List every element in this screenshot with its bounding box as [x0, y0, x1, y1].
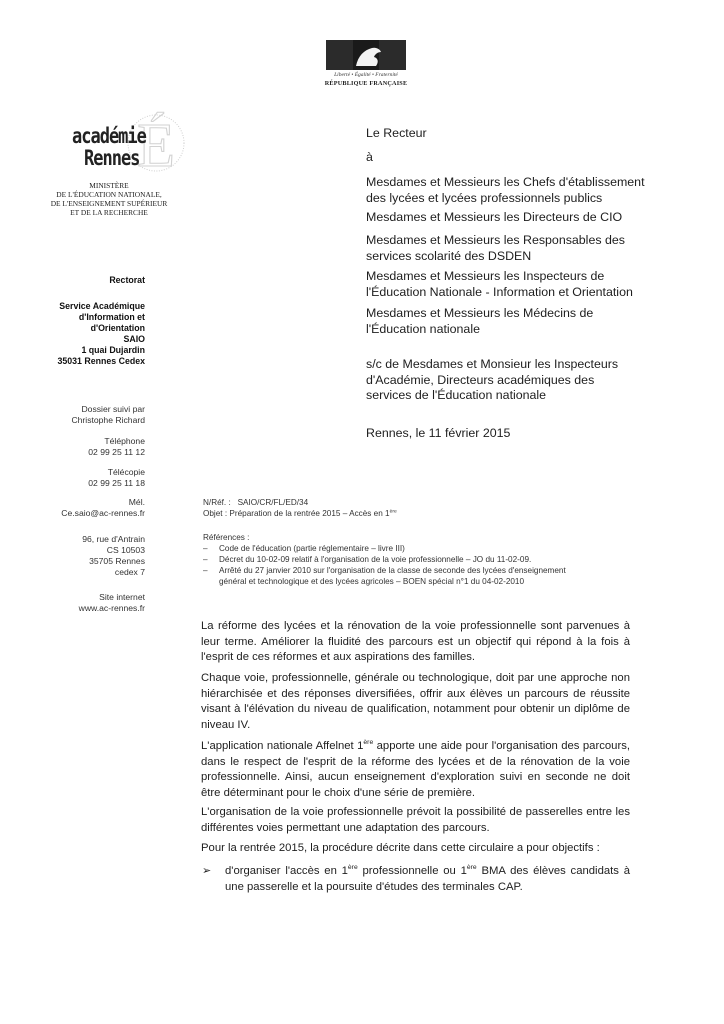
body-paragraph: [201, 739, 630, 801]
service-line: d'Information et: [78, 312, 145, 322]
recipient-line: services scolarité des DSDEN: [366, 248, 532, 263]
reference-value: SAIO/CR/FL/ED/34: [237, 498, 309, 507]
body-paragraph: La réforme des lycées et la rénovation de la voie professionnelle sont parvenues à leur terme. Améliorer la fluidité des parcours est un objectif qui répond à la fois à l'esprit de ces réformes et aux aspirations des familles.: [201, 620, 630, 664]
reference-text: général et technologique et des lycées agricoles – BOEN spécial n°1 du 04-02-2010: [219, 577, 525, 586]
service-line: 1 quai Dujardin: [81, 345, 145, 355]
recipient-line: des lycées et lycées professionnels publics: [366, 190, 603, 205]
ministry-name: [30, 181, 188, 217]
reference-item: [203, 543, 633, 554]
body-paragraph: Chaque voie, professionnelle, générale ou technologique, doit par une approche non hiérarchisée et des réponses diversifiées, offrir aux élèves un parcours de réussite visant à l'élévation du niveau de qualification, notamment pour obtenir un diplôme de niveau IV.: [201, 672, 630, 731]
ministry-line: ET DE LA RECHERCHE: [70, 208, 148, 217]
recipient-line: Mesdames et Messieurs les Directeurs de CIO: [366, 210, 623, 224]
references-title: Références :: [203, 533, 250, 542]
subject-sup: ère: [389, 509, 397, 515]
sc-line: services de l'Éducation nationale: [366, 388, 547, 403]
recipient-line: Mesdames et Messieurs les Chefs d'établissement: [366, 175, 645, 189]
recipient-line: Mesdames et Messieurs les Médecins de: [366, 306, 594, 320]
website-label: Site internet: [99, 592, 145, 602]
subject-line: [203, 508, 397, 519]
service-line: d'Orientation: [90, 323, 145, 333]
academie-e-letter: É: [137, 112, 175, 178]
bullet-sup: ère: [347, 864, 358, 872]
reference-dash: –: [203, 555, 208, 564]
bullet-sup: ère: [466, 864, 477, 872]
reference-number: [203, 497, 308, 508]
recipient-item: [366, 175, 645, 206]
service-line: Service Académique: [59, 301, 145, 311]
email-block: [61, 497, 145, 519]
paragraph-text: apporte une aide pour l'organisation des parcours, dans le respect de l'esprit de la réforme des lycées et de la rénovation de la voie professionnelle. Ainsi, aucun enseignement d'exploration suivi en seconde ne doit être déterminant pour le choix d'une série de première.: [201, 740, 630, 799]
dossier-block: [71, 404, 145, 426]
bullet-arrow-icon: ➢: [202, 865, 212, 877]
recipient-line: Mesdames et Messieurs les Inspecteurs de: [366, 269, 605, 283]
fax-block: [88, 467, 145, 489]
marianne-logo: [326, 40, 406, 70]
to-word: à: [366, 150, 373, 164]
rf-name: RÉPUBLIQUE FRANÇAISE: [324, 80, 408, 87]
reference-dash: –: [203, 544, 208, 553]
ministry-line: DE L'ENSEIGNEMENT SUPÉRIEUR: [50, 199, 168, 208]
ministry-line: DE L'ÉDUCATION NATIONALE,: [56, 190, 162, 199]
body-paragraph: Pour la rentrée 2015, la procédure décrite dans cette circulaire a pour objectifs :: [201, 842, 600, 854]
reference-item: [203, 565, 633, 587]
sc-line: d'Académie, Directeurs académiques des: [366, 372, 595, 387]
bullet-text: d'organiser l'accès en 1: [225, 865, 348, 877]
references-list: [203, 543, 633, 587]
email-label: Mél.: [128, 497, 145, 507]
recipient-line: l'Éducation nationale: [366, 321, 480, 336]
subject-text: Objet : Préparation de la rentrée 2015 – Accès en 1: [203, 509, 390, 518]
telephone-block: [88, 436, 145, 458]
logo-academie-text: académie: [72, 124, 146, 149]
reference-label: N/Réf. :: [203, 498, 231, 507]
address-line: CS 10503: [106, 545, 145, 555]
service-line: SAIO: [123, 334, 145, 344]
telephone-value: 02 99 25 11 12: [88, 447, 145, 457]
service-line: 35031 Rennes Cedex: [57, 356, 145, 366]
paragraph-text: L'application nationale Affelnet 1: [201, 740, 364, 752]
website-value: www.ac-rennes.fr: [78, 603, 145, 613]
paragraph-sup: ère: [363, 739, 374, 747]
reference-item: [203, 554, 633, 565]
reference-text: Arrêté du 27 janvier 2010 sur l'organisation de la classe de seconde des lycées d'enseignement: [219, 566, 566, 575]
recipient-item: [366, 233, 625, 264]
recipient-line: l'Éducation Nationale - Information et Orientation: [366, 284, 633, 299]
bullet-item: [225, 864, 630, 895]
reference-text: Code de l'éducation (partie réglementaire – livre III): [219, 544, 405, 553]
address-line: 35705 Rennes: [89, 556, 145, 566]
body-paragraph: L'organisation de la voie professionnelle prévoit la possibilité de passerelles entre les différentes voies permettant une adaptation des parcours.: [201, 806, 630, 834]
dossier-line: Dossier suivi par: [81, 404, 145, 414]
dossier-line: Christophe Richard: [71, 415, 145, 425]
recipient-item: [366, 306, 593, 337]
fax-label: Télécopie: [107, 467, 145, 477]
reference-text: Décret du 10-02-09 relatif à l'organisation de la voie professionnelle – JO du 11-02-09.: [219, 555, 532, 564]
telephone-label: Téléphone: [104, 436, 145, 446]
ministry-line: MINISTÈRE: [89, 181, 129, 190]
recipient-item: [366, 210, 622, 226]
sc-block: [366, 357, 618, 404]
logo-rennes-text: Rennes: [84, 146, 140, 171]
sender-title: Le Recteur: [366, 126, 427, 140]
recipient-line: Mesdames et Messieurs les Responsables des: [366, 233, 625, 247]
rectorat-label: Rectorat: [109, 275, 145, 285]
address-line: cedex 7: [114, 567, 145, 577]
sc-line: s/c de Mesdames et Monsieur les Inspecteurs: [366, 357, 619, 371]
reference-dash: –: [203, 566, 208, 575]
bullet-text: professionnelle ou 1: [357, 865, 467, 877]
recipient-item: [366, 269, 633, 300]
letter-date: Rennes, le 11 février 2015: [366, 426, 511, 440]
address-line: 96, rue d'Antrain: [82, 534, 145, 544]
fax-value: 02 99 25 11 18: [88, 478, 145, 488]
bullet-text: BMA des élèves candidats à une passerelle et la poursuite d'études des terminales CAP.: [225, 865, 630, 893]
rf-motto: Liberté • Égalité • Fraternité: [334, 72, 398, 78]
service-block: [57, 301, 145, 367]
address-block: [82, 534, 145, 578]
email-value: Ce.saio@ac-rennes.fr: [61, 508, 145, 518]
website-block: [79, 592, 145, 614]
